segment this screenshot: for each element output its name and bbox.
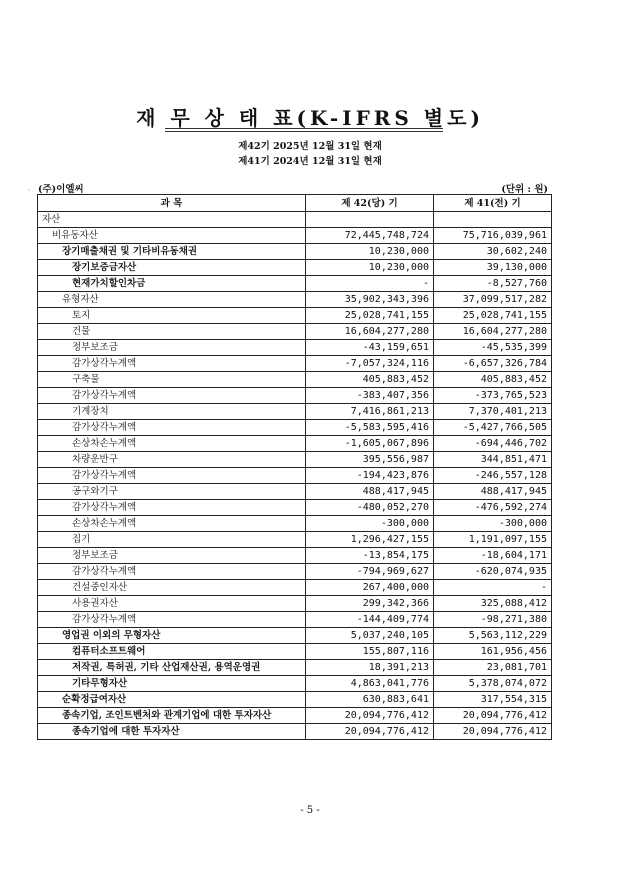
- table-body: [38, 212, 552, 740]
- table-row: [38, 436, 552, 452]
- title-underline: [165, 128, 443, 132]
- current-period-value: 155,807,116: [306, 644, 434, 660]
- table-row: [38, 564, 552, 580]
- current-period-value: -: [306, 276, 434, 292]
- table-row: [38, 372, 552, 388]
- account-label: 유형자산: [38, 292, 306, 308]
- account-label: 현재가치할인차금: [38, 276, 306, 292]
- prior-period-value: 75,716,039,961: [434, 228, 552, 244]
- prior-period-value: 20,094,776,412: [434, 724, 552, 740]
- prior-period-value: [434, 212, 552, 228]
- account-label: 종속기업에 대한 투자자산: [38, 724, 306, 740]
- table-row: [38, 356, 552, 372]
- current-period-value: 630,883,641: [306, 692, 434, 708]
- account-label: 감가상각누계액: [38, 420, 306, 436]
- prior-period-value: 20,094,776,412: [434, 708, 552, 724]
- account-label: 건설중인자산: [38, 580, 306, 596]
- account-label: 감가상각누계액: [38, 388, 306, 404]
- table-row: [38, 724, 552, 740]
- prior-period-value: -300,000: [434, 516, 552, 532]
- current-period-value: 4,863,041,776: [306, 676, 434, 692]
- prior-period-value: -45,535,399: [434, 340, 552, 356]
- account-label: 기계장치: [38, 404, 306, 420]
- table-row: [38, 244, 552, 260]
- prior-period-value: -18,604,171: [434, 548, 552, 564]
- current-period-value: 405,883,452: [306, 372, 434, 388]
- margin-mark: ˏ: [28, 184, 30, 191]
- prior-period-value: 16,604,277,280: [434, 324, 552, 340]
- header-account: 과 목: [38, 195, 306, 212]
- table-row: [38, 708, 552, 724]
- prior-period-value: -8,527,760: [434, 276, 552, 292]
- prior-period-value: 5,563,112,229: [434, 628, 552, 644]
- period-prior: 제41기 2024년 12월 31일 현재: [238, 156, 382, 167]
- account-label: 컴퓨터소프트웨어: [38, 644, 306, 660]
- account-label: 손상차손누계액: [38, 516, 306, 532]
- company-name: (주)이엘씨: [38, 184, 84, 195]
- prior-period-value: 7,370,401,213: [434, 404, 552, 420]
- account-label: 토지: [38, 308, 306, 324]
- prior-period-value: 161,956,456: [434, 644, 552, 660]
- current-period-value: 1,296,427,155: [306, 532, 434, 548]
- current-period-value: 25,028,741,155: [306, 308, 434, 324]
- current-period-value: -144,409,774: [306, 612, 434, 628]
- balance-sheet-table: [37, 194, 552, 740]
- current-period-value: -794,969,627: [306, 564, 434, 580]
- current-period-value: 395,556,987: [306, 452, 434, 468]
- current-period-value: -383,407,356: [306, 388, 434, 404]
- current-period-value: 20,094,776,412: [306, 708, 434, 724]
- prior-period-value: 39,130,000: [434, 260, 552, 276]
- table-row: [38, 260, 552, 276]
- account-label: 감가상각누계액: [38, 564, 306, 580]
- account-label: 감가상각누계액: [38, 356, 306, 372]
- table-row: [38, 644, 552, 660]
- account-label: 구축물: [38, 372, 306, 388]
- current-period-value: -13,854,175: [306, 548, 434, 564]
- current-period-value: -300,000: [306, 516, 434, 532]
- table-row: [38, 308, 552, 324]
- current-period-value: 10,230,000: [306, 244, 434, 260]
- current-period-value: -480,052,270: [306, 500, 434, 516]
- prior-period-value: 344,851,471: [434, 452, 552, 468]
- account-label: 사용권자산: [38, 596, 306, 612]
- table-row: [38, 404, 552, 420]
- table-row: [38, 548, 552, 564]
- prior-period-value: 30,602,240: [434, 244, 552, 260]
- prior-period-value: -: [434, 580, 552, 596]
- current-period-value: 267,400,000: [306, 580, 434, 596]
- prior-period-value: -620,074,935: [434, 564, 552, 580]
- prior-period-value: 25,028,741,155: [434, 308, 552, 324]
- prior-period-value: 5,378,074,072: [434, 676, 552, 692]
- table-row: [38, 292, 552, 308]
- current-period-value: 10,230,000: [306, 260, 434, 276]
- prior-period-value: 23,081,701: [434, 660, 552, 676]
- prior-period-value: 37,099,517,282: [434, 292, 552, 308]
- current-period-value: 18,391,213: [306, 660, 434, 676]
- table-row: [38, 692, 552, 708]
- prior-period-value: -246,557,128: [434, 468, 552, 484]
- prior-period-value: 1,191,097,155: [434, 532, 552, 548]
- table-row: [38, 324, 552, 340]
- account-label: 저작권, 특허권, 기타 산업재산권, 용역운영권: [38, 660, 306, 676]
- account-label: 정부보조금: [38, 340, 306, 356]
- account-label: 장기매출채권 및 기타비유동채권: [38, 244, 306, 260]
- account-label: 감가상각누계액: [38, 500, 306, 516]
- prior-period-value: -5,427,766,505: [434, 420, 552, 436]
- prior-period-value: -476,592,274: [434, 500, 552, 516]
- table-row: [38, 228, 552, 244]
- table-row: [38, 612, 552, 628]
- account-label: 비유동자산: [38, 228, 306, 244]
- table-row: [38, 420, 552, 436]
- account-label: 건물: [38, 324, 306, 340]
- period-current: 제42기 2025년 12월 31일 현재: [238, 141, 382, 152]
- header-prior-period: 제 41(전) 기: [434, 195, 552, 212]
- prior-period-value: -6,657,326,784: [434, 356, 552, 372]
- table-row: [38, 452, 552, 468]
- table-row: [38, 580, 552, 596]
- prior-period-value: 488,417,945: [434, 484, 552, 500]
- table-row: [38, 500, 552, 516]
- header-current-period: 제 42(당) 기: [306, 195, 434, 212]
- current-period-value: 72,445,748,724: [306, 228, 434, 244]
- table-row: [38, 388, 552, 404]
- account-label: 차량운반구: [38, 452, 306, 468]
- account-label: 영업권 이외의 무형자산: [38, 628, 306, 644]
- table-row: [38, 660, 552, 676]
- account-label: 집기: [38, 532, 306, 548]
- prior-period-value: 317,554,315: [434, 692, 552, 708]
- prior-period-value: -373,765,523: [434, 388, 552, 404]
- account-label: 손상차손누계액: [38, 436, 306, 452]
- account-label: 공구와기구: [38, 484, 306, 500]
- account-label: 종속기업, 조인트벤처와 관계기업에 대한 투자자산: [38, 708, 306, 724]
- page-title: 재 무 상 태 표(K-IFRS 별도): [136, 106, 484, 130]
- current-period-value: -1,605,067,896: [306, 436, 434, 452]
- account-label: 기타무형자산: [38, 676, 306, 692]
- prior-period-value: -694,446,702: [434, 436, 552, 452]
- page-number: - 5 -: [300, 805, 320, 816]
- current-period-value: -194,423,876: [306, 468, 434, 484]
- current-period-value: 7,416,861,213: [306, 404, 434, 420]
- prior-period-value: 405,883,452: [434, 372, 552, 388]
- table-row: [38, 596, 552, 612]
- table-row: [38, 276, 552, 292]
- account-label: 순확정급여자산: [38, 692, 306, 708]
- table-row: [38, 212, 552, 228]
- account-label: 정부보조금: [38, 548, 306, 564]
- table-row: [38, 628, 552, 644]
- current-period-value: 20,094,776,412: [306, 724, 434, 740]
- current-period-value: -7,057,324,116: [306, 356, 434, 372]
- table-row: [38, 532, 552, 548]
- account-label: 감가상각누계액: [38, 468, 306, 484]
- account-label: 감가상각누계액: [38, 612, 306, 628]
- table-row: [38, 484, 552, 500]
- prior-period-value: 325,088,412: [434, 596, 552, 612]
- unit-label: (단위 : 원): [501, 184, 548, 195]
- current-period-value: [306, 212, 434, 228]
- current-period-value: 35,902,343,396: [306, 292, 434, 308]
- table-row: [38, 516, 552, 532]
- account-label: 자산: [38, 212, 306, 228]
- current-period-value: 16,604,277,280: [306, 324, 434, 340]
- current-period-value: 488,417,945: [306, 484, 434, 500]
- current-period-value: 5,037,240,105: [306, 628, 434, 644]
- current-period-value: 299,342,366: [306, 596, 434, 612]
- current-period-value: -43,159,651: [306, 340, 434, 356]
- table-row: [38, 340, 552, 356]
- current-period-value: -5,583,595,416: [306, 420, 434, 436]
- table-row: [38, 676, 552, 692]
- account-label: 장기보증금자산: [38, 260, 306, 276]
- table-header-row: [38, 195, 552, 212]
- prior-period-value: -98,271,380: [434, 612, 552, 628]
- table-row: [38, 468, 552, 484]
